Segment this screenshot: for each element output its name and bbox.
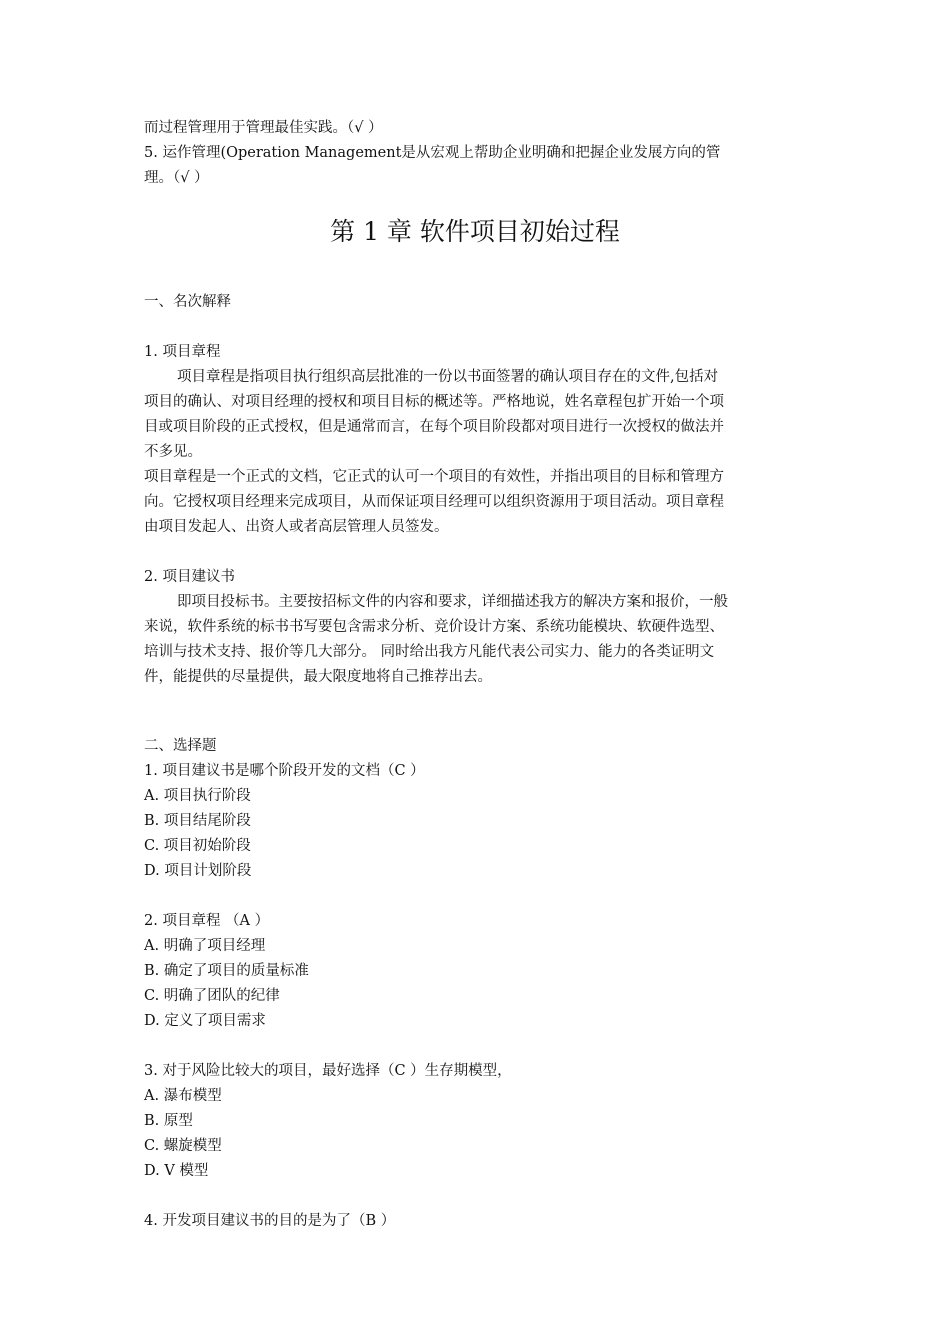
- paragraph-line: 项目的确认、对项目经理的授权和项目目标的概述等。严格地说，姓名章程包扩开始一个项: [144, 394, 724, 410]
- question: 3. 对于风险比较大的项目，最好选择（C ）生存期模型，: [144, 1063, 512, 1079]
- paragraph-line: 培训与技术支持、报价等几大部分。 同时给出我方凡能代表公司实力、能力的各类证明文: [144, 644, 715, 660]
- paragraph-line: 即项目投标书。主要按招标文件的内容和要求，详细描述我方的解决方案和报价，一般: [177, 594, 728, 610]
- chapter-title: 第 1 章 软件项目初始过程: [330, 217, 620, 246]
- paragraph-line: 来说，软件系统的标书书写要包含需求分析、竞价设计方案、系统功能模块、软硬件选型、: [144, 619, 724, 635]
- intro-line: 而过程管理用于管理最佳实践。（√ ）: [144, 120, 383, 136]
- paragraph-line: 件，能提供的尽量提供，最大限度地将自己推荐出去。: [144, 669, 492, 685]
- section-heading: 二、选择题: [144, 738, 217, 754]
- option: B. 原型: [144, 1113, 193, 1129]
- paragraph-line: 向。它授权项目经理来完成项目，从而保证项目经理可以组织资源用于项目活动。项目章程: [144, 494, 724, 510]
- option: D. 定义了项目需求: [144, 1013, 266, 1029]
- option: D. 项目计划阶段: [144, 863, 252, 879]
- option: A. 瀑布模型: [144, 1088, 222, 1104]
- paragraph-line: 项目章程是指项目执行组织高层批准的一份以书面签署的确认项目存在的文件,包括对: [177, 369, 719, 385]
- question: 2. 项目章程 （A ）: [144, 913, 270, 929]
- option: A. 明确了项目经理: [144, 938, 266, 954]
- paragraph-line: 不多见。: [144, 444, 202, 460]
- option: C. 螺旋模型: [144, 1138, 222, 1154]
- option: B. 项目结尾阶段: [144, 813, 251, 829]
- paragraph-line: 目或项目阶段的正式授权，但是通常而言，在每个项目阶段都对项目进行一次授权的做法并: [144, 419, 724, 435]
- option: B. 确定了项目的质量标准: [144, 963, 309, 979]
- intro-line: 理。（√ ）: [144, 170, 209, 186]
- option: D. V 模型: [144, 1163, 209, 1179]
- question: 1. 项目建议书是哪个阶段开发的文档（C ）: [144, 763, 425, 779]
- option: A. 项目执行阶段: [144, 788, 251, 804]
- term-title: 1. 项目章程: [144, 344, 221, 360]
- option: C. 项目初始阶段: [144, 838, 251, 854]
- question: 4. 开发项目建议书的目的是为了（B ）: [144, 1213, 396, 1229]
- paragraph-line: 项目章程是一个正式的文档，它正式的认可一个项目的有效性，并指出项目的目标和管理方: [144, 469, 724, 485]
- paragraph-line: 由项目发起人、出资人或者高层管理人员签发。: [144, 519, 449, 535]
- option: C. 明确了团队的纪律: [144, 988, 280, 1004]
- term-title: 2. 项目建议书: [144, 569, 235, 585]
- section-heading: 一、名次解释: [144, 294, 231, 310]
- intro-line: 5. 运作管理(Operation Management是从宏观上帮助企业明确和把握企业发展方向的管: [144, 145, 721, 161]
